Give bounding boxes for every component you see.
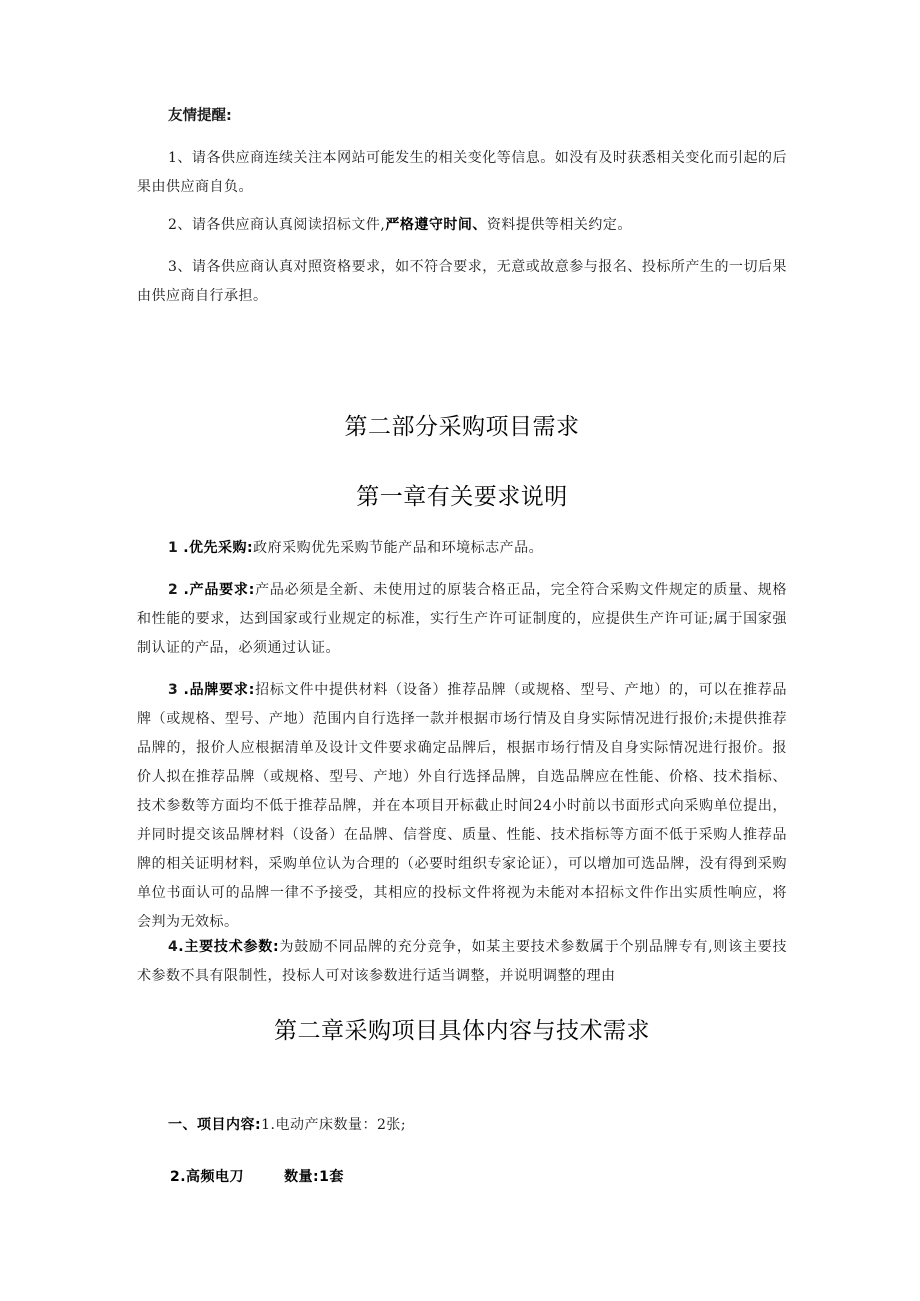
project-content xyxy=(137,1111,818,1140)
notice-section xyxy=(137,104,787,125)
item-label: .品牌要求: xyxy=(183,682,255,698)
item-text: 政府采购优先采购节能产品和环境标志产品。 xyxy=(253,540,544,556)
item-number: 1 xyxy=(168,540,179,556)
notice-item-3: 3、请各供应商认真对照资格要求，如不符合要求，无意或故意参与报名、投标所产生的一切后果由供应商自行承担。 xyxy=(137,259,787,304)
item-text: 产品必须是全新、未使用过的原装合格正品，完全符合采购文件规定的质量、规格和性能的要求，达到国家或行业规定的标准，实行生产许可证制度的，应提供生产许可证;属于国家强制认证的产品，必须通过认证。 xyxy=(137,582,788,656)
notice-item-2-post: 资料提供等相关约定。 xyxy=(486,217,632,233)
item-text: 为鼓励不同品牌的充分竞争，如某主要技术参数属于个别品牌专有,则该主要技术参数不具有限制性，投标人可对该参数进行适当调整，并说明调整的理由 xyxy=(137,939,788,984)
chapter2-title: 第二章采购项目具体内容与技术需求 xyxy=(274,1018,650,1044)
item-label: .主要技术参数: xyxy=(178,939,280,955)
item-number: 2 xyxy=(168,582,179,598)
part-title: 第二部分采购项目需求 xyxy=(344,414,580,440)
project-item-2-qty: 数量:1套 xyxy=(284,1169,344,1185)
item-text: 招标文件中提供材料（设备）推荐品牌（或规格、型号、产地）的，可以在推荐品牌（或规格、型号、产地）范围内自行选择一款并根据市场行情及自身实际情况进行报价;未提供推荐品牌的，报价人应根据清单及设计文件要求确定品牌后，根据市场行情及自身实际情况进行报价。报价人拟在推荐品牌（或规格、型号、产地）外自行选择品牌，自选品牌应在性能、价格、技术指标、技术参数等方面均不低于推荐品牌，并在本项目开标截止时间24小时前以书面形式向采购单位提出，并同时提交该品牌材料（设备）在品牌、信誉度、质量、性能、技术指标等方面不低于采购人推荐品牌的相关证明材料，采购单位认为合理的（必要时组织专家论证），可以增加可选品牌，没有得到采购单位书面认可的品牌一律不予接受，其相应的投标文件将视为未能对本招标文件作出实质性响应，将会判为无效标。 xyxy=(137,682,788,930)
project-item-2-name: 2.高频电刀 xyxy=(170,1169,245,1185)
notice-item-2-pre: 2、请各供应商认真阅读招标文件, xyxy=(168,217,386,233)
notice-item-2 xyxy=(137,211,787,240)
item-label: .优先采购: xyxy=(183,540,254,556)
project-item-2 xyxy=(137,1163,820,1192)
item-number: 3 xyxy=(168,682,179,698)
chapter1-item-4 xyxy=(137,933,787,991)
chapter1-title: 第一章有关要求说明 xyxy=(356,484,568,510)
chapter1-item-3 xyxy=(137,676,787,937)
chapter1-item-1 xyxy=(137,534,787,563)
notice-item-1: 1、请各供应商连续关注本网站可能发生的相关变化等信息。如没有及时获悉相关变化而引起的后果由供应商自负。 xyxy=(137,150,787,195)
project-content-label: 一、项目内容: xyxy=(168,1117,262,1133)
item-number: 4 xyxy=(168,939,179,955)
notice-title: 友情提醒: xyxy=(168,108,232,124)
project-content-text: 1.电动产床数量：2张; xyxy=(261,1117,407,1133)
notice-item-2-bold: 严格遵守时间、 xyxy=(385,217,487,233)
chapter1-item-2 xyxy=(137,576,787,663)
item-label: .产品要求: xyxy=(183,582,255,598)
